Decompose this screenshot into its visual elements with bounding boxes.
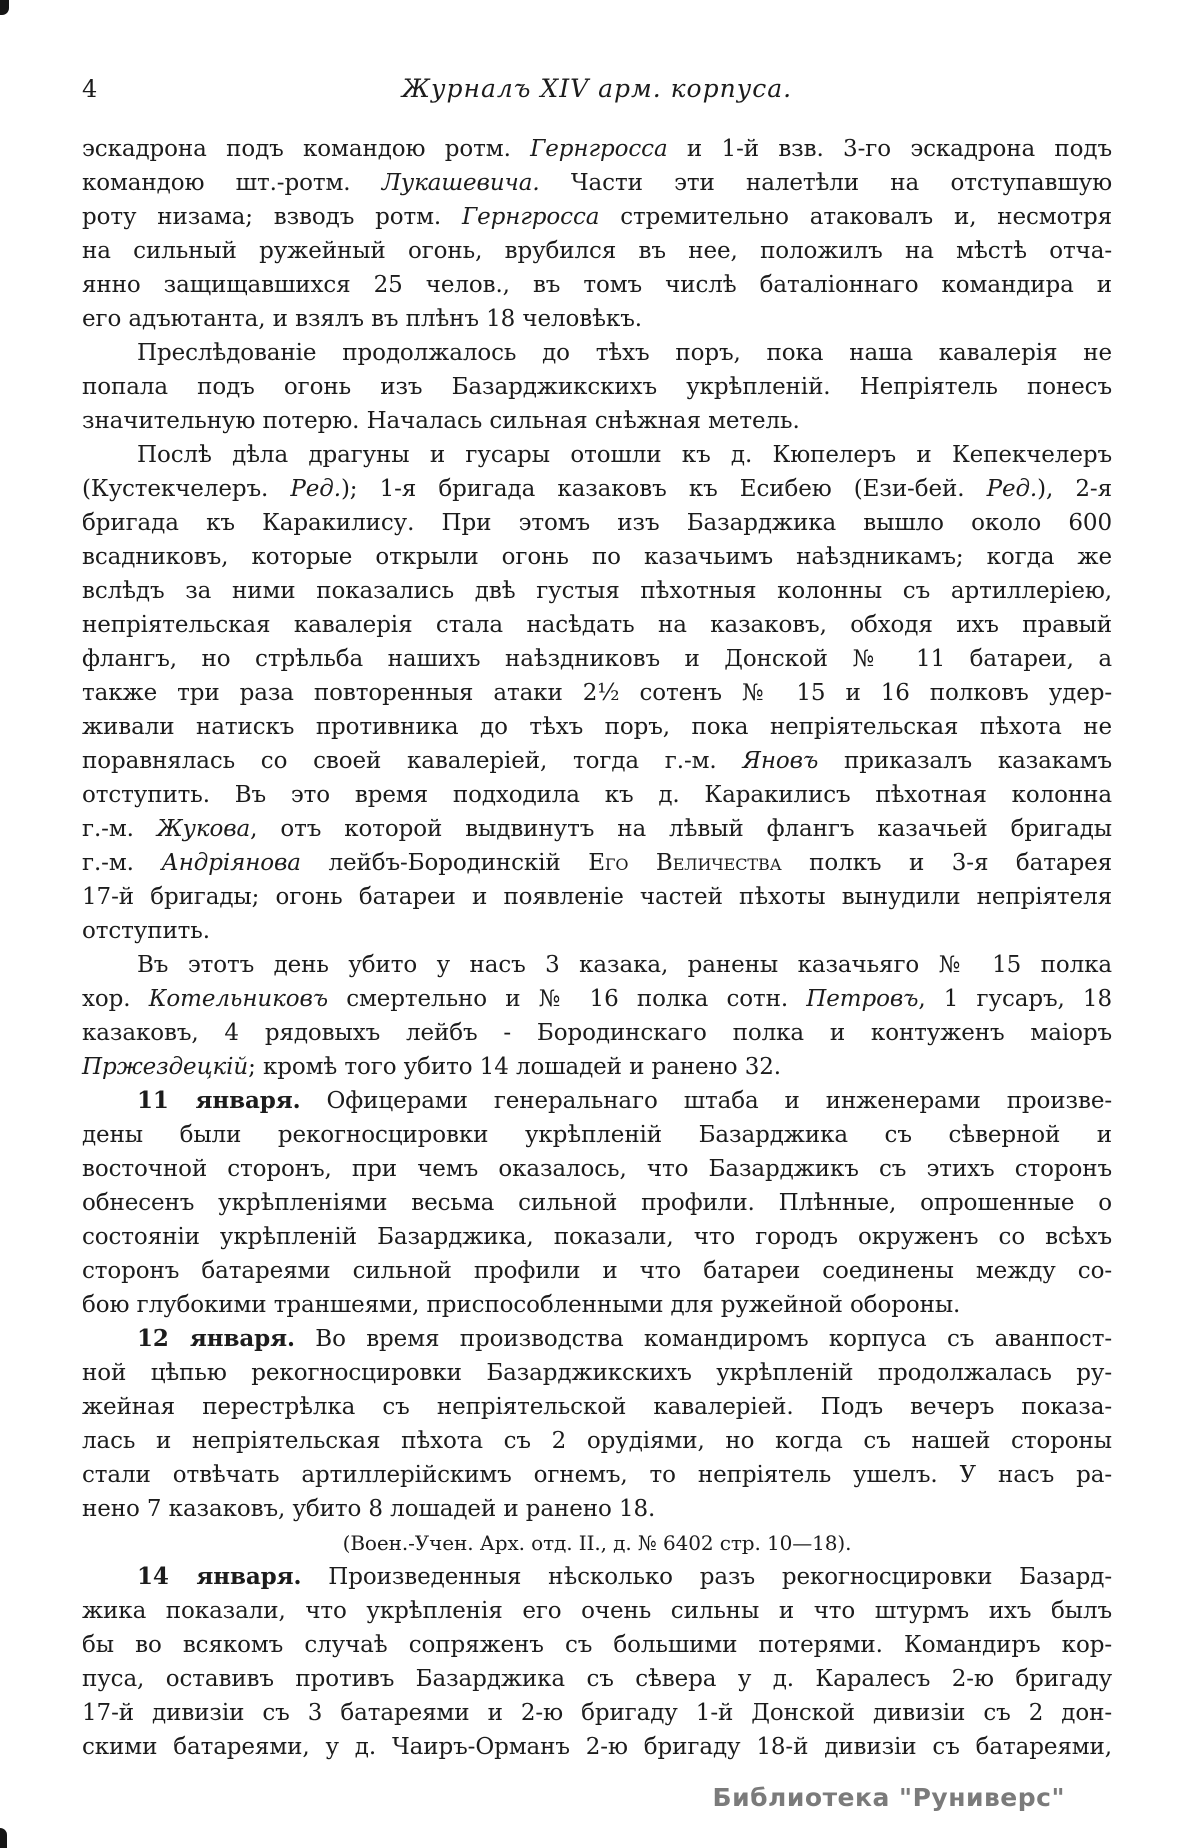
text-line bbox=[82, 948, 1112, 982]
text-segment: стали отвѣчать артиллерійскимъ огнемъ, то непріятель ушелъ. У насъ ра- bbox=[82, 1462, 1112, 1488]
text-segment: жика показали, что укрѣпленія его очень сильны и что штурмъ ихъ былъ bbox=[82, 1598, 1112, 1624]
text-segment: нено 7 казаковъ, убито 8 лошадей и ранено 18. bbox=[82, 1496, 656, 1522]
running-title: Журналъ XIV арм. корпуса. bbox=[401, 74, 793, 103]
text-line bbox=[82, 1356, 1112, 1390]
text-segment: янно защищавшихся 25 челов., въ томъ числѣ баталіоннаго командира и bbox=[82, 272, 1112, 298]
text-segment: бригада къ Каракилису. При этомъ изъ Базарджика вышло около 600 bbox=[82, 510, 1112, 536]
text-segment: ; кромѣ того убито 14 лошадей и ранено 32. bbox=[248, 1054, 782, 1080]
text-line bbox=[82, 1084, 1112, 1118]
text-segment: значительную потерю. Началась сильная снѣжная метель. bbox=[82, 408, 800, 434]
text-segment: смертельно и № 16 полка сотн. bbox=[327, 986, 807, 1012]
text-line bbox=[82, 574, 1112, 608]
text-line bbox=[82, 302, 1112, 336]
text-segment: ), 2-я bbox=[1037, 476, 1112, 502]
text-segment: на сильный ружейный огонь, врубился въ нее, положилъ на мѣстѣ отча- bbox=[82, 238, 1112, 264]
text-line bbox=[82, 200, 1112, 234]
text-line bbox=[82, 1050, 1112, 1084]
text-segment: Яновъ bbox=[742, 748, 819, 774]
text-segment: жейная перестрѣлка съ непріятельской кавалеріей. Подъ вечеръ показа- bbox=[82, 1394, 1112, 1420]
text-segment: Гернгросса bbox=[530, 136, 668, 162]
text-segment: Части эти налетѣли на отступавшую bbox=[539, 170, 1112, 196]
text-line bbox=[82, 812, 1112, 846]
text-line bbox=[82, 1220, 1112, 1254]
text-line bbox=[82, 1016, 1112, 1050]
text-segment: Андріянова bbox=[161, 850, 301, 876]
text-segment: Котельниковъ bbox=[148, 986, 328, 1012]
text-segment: вслѣдъ за ними показались двѣ густыя пѣхотныя колонны съ артиллеріею, bbox=[82, 578, 1112, 604]
text-segment: лась и непріятельская пѣхота съ 2 орудіями, но когда съ нашей стороны bbox=[82, 1428, 1112, 1454]
text-line bbox=[82, 404, 1112, 438]
text-line bbox=[82, 1628, 1112, 1662]
text-line bbox=[82, 1254, 1112, 1288]
text-line bbox=[82, 1288, 1112, 1322]
text-line bbox=[82, 608, 1112, 642]
text-segment: (Воен.-Учен. Арх. отд. II., д. № 6402 стр. 10—18). bbox=[342, 1531, 852, 1555]
text-segment: попала подъ огонь изъ Базарджикскихъ укрѣпленій. Непріятель понесъ bbox=[82, 374, 1112, 400]
text-segment: Пржездецкій bbox=[82, 1054, 249, 1080]
text-segment: ); 1-я бригада казаковъ къ Есибею (Ези-бей. bbox=[340, 476, 987, 502]
text-segment: хор. bbox=[82, 986, 149, 1012]
text-line bbox=[82, 438, 1112, 472]
paragraph bbox=[82, 1084, 1112, 1322]
text-line bbox=[82, 1730, 1112, 1764]
text-segment: сторонъ батареями сильной профили и что батареи соединены между со- bbox=[82, 1258, 1112, 1284]
text-line bbox=[82, 268, 1112, 302]
text-segment: отступить. Въ это время подходила къ д. Каракилисъ пѣхотная колонна bbox=[82, 782, 1112, 808]
text-line bbox=[82, 166, 1112, 200]
text-segment: стремительно атаковалъ и, несмотря bbox=[599, 204, 1112, 230]
text-line bbox=[82, 1152, 1112, 1186]
paragraph bbox=[82, 336, 1112, 438]
paragraph bbox=[82, 1322, 1112, 1526]
text-segment: приказалъ казакамъ bbox=[818, 748, 1112, 774]
text-segment: состояніи укрѣпленій Базарджика, показали, что городъ окруженъ со всѣхъ bbox=[82, 1224, 1112, 1250]
text-segment: Жукова bbox=[156, 816, 251, 842]
text-line bbox=[82, 336, 1112, 370]
text-segment: бы во всякомъ случаѣ сопряженъ съ большими потерями. Командиръ кор- bbox=[82, 1632, 1112, 1658]
text-segment: лейбъ-Бородинскій bbox=[300, 850, 589, 876]
text-line bbox=[82, 880, 1112, 914]
text-segment: 14 января. bbox=[137, 1563, 302, 1590]
text-segment: также три раза повторенныя атаки 2½ сотенъ № 15 и 16 полковъ удер- bbox=[82, 680, 1112, 706]
text-line bbox=[82, 540, 1112, 574]
page-header bbox=[82, 72, 1112, 106]
text-line bbox=[82, 914, 1112, 948]
text-segment: 12 января. bbox=[137, 1325, 295, 1352]
text-line bbox=[82, 676, 1112, 710]
text-line bbox=[82, 982, 1112, 1016]
paragraph bbox=[82, 948, 1112, 1084]
text-line bbox=[82, 846, 1112, 880]
text-segment: Лукашевича. bbox=[381, 170, 540, 196]
text-line bbox=[82, 1492, 1112, 1526]
text-segment: роту низама; взводъ ротм. bbox=[82, 204, 462, 230]
text-line bbox=[82, 1424, 1112, 1458]
text-segment: ной цѣпью рекогносцировки Базарджикскихъ укрѣпленій продолжалась ру- bbox=[82, 1360, 1112, 1386]
text-segment: его адъютанта, и взялъ въ плѣнъ 18 человѣкъ. bbox=[82, 306, 642, 332]
text-segment: Гернгросса bbox=[461, 204, 600, 230]
archive-citation bbox=[82, 1526, 1112, 1560]
text-line bbox=[82, 778, 1112, 812]
text-column bbox=[82, 132, 1112, 1764]
text-segment: (Кустекчелеръ. bbox=[82, 476, 291, 502]
text-line bbox=[82, 1458, 1112, 1492]
text-line bbox=[82, 642, 1112, 676]
text-line bbox=[82, 370, 1112, 404]
text-segment: 17-й бригады; огонь батареи и появленіе частей пѣхоты вынудили непріятеля bbox=[82, 884, 1112, 910]
text-segment: непріятельская кавалерія стала насѣдать на казаковъ, обходя ихъ правый bbox=[82, 612, 1112, 638]
text-line bbox=[82, 1594, 1112, 1628]
text-segment: Въ этотъ день убито у насъ 3 казака, ранены казачьяго № 15 полка bbox=[137, 952, 1112, 978]
text-segment: , 1 гусаръ, 18 bbox=[918, 986, 1112, 1012]
text-line bbox=[82, 1526, 1112, 1560]
paragraph bbox=[82, 438, 1112, 948]
text-segment: бою глубокими траншеями, приспособленными для ружейной обороны. bbox=[82, 1292, 961, 1318]
text-segment: г.-м. bbox=[82, 850, 162, 876]
text-segment: пуса, оставивъ противъ Базарджика съ сѣвера у д. Каралесъ 2-ю бригаду bbox=[82, 1666, 1112, 1692]
text-line bbox=[82, 1662, 1112, 1696]
text-segment: командою шт.-ротм. bbox=[82, 170, 382, 196]
text-segment: Послѣ дѣла драгуны и гусары отошли къ д. Кюпелеръ и Кепекчелеръ bbox=[137, 442, 1112, 468]
text-segment: Офицерами генеральнаго штаба и инженерами произве- bbox=[300, 1088, 1112, 1114]
text-segment: полкъ и 3-я батарея bbox=[781, 850, 1113, 876]
text-line bbox=[82, 1560, 1112, 1594]
text-segment: Преслѣдованіе продолжалось до тѣхъ поръ, пока наша кавалерія не bbox=[137, 340, 1112, 366]
text-line bbox=[82, 1118, 1112, 1152]
text-segment: Ред. bbox=[986, 476, 1038, 502]
text-segment: , отъ которой выдвинутъ на лѣвый флангъ казачьей бригады bbox=[250, 816, 1113, 842]
text-segment: дены были рекогносцировки укрѣпленій Базарджика съ сѣверной и bbox=[82, 1122, 1112, 1148]
text-line bbox=[82, 132, 1112, 166]
text-segment: Его Величества bbox=[588, 850, 782, 876]
text-line bbox=[82, 506, 1112, 540]
scan-artifact-bottom-left bbox=[0, 1828, 7, 1848]
text-line bbox=[82, 710, 1112, 744]
text-segment: живали натискъ противника до тѣхъ поръ, пока непріятельская пѣхота не bbox=[82, 714, 1112, 740]
text-segment: 17-й дивизіи съ 3 батареями и 2-ю бригаду 1-й Донской дивизіи съ 2 дон- bbox=[82, 1700, 1112, 1726]
text-segment: эскадрона подъ командою ротм. bbox=[82, 136, 531, 162]
text-segment: Ред. bbox=[290, 476, 341, 502]
text-segment: Петровъ bbox=[806, 986, 919, 1012]
text-line bbox=[82, 1696, 1112, 1730]
paragraph bbox=[82, 132, 1112, 336]
page-number: 4 bbox=[82, 75, 98, 103]
library-watermark: Библиотека "Руниверс" bbox=[712, 1783, 1065, 1812]
text-segment: Во время производства командиромъ корпуса съ аванпост- bbox=[294, 1326, 1112, 1352]
text-segment: отступить. bbox=[82, 918, 210, 944]
text-segment: обнесенъ укрѣпленіями весьма сильной профили. Плѣнные, опрошенные о bbox=[82, 1190, 1112, 1216]
text-segment: Произведенныя нѣсколько разъ рекогносцировки Базард- bbox=[301, 1564, 1113, 1590]
text-segment: флангъ, но стрѣльба нашихъ наѣздниковъ и Донской № 11 батареи, а bbox=[82, 646, 1112, 672]
text-line bbox=[82, 1390, 1112, 1424]
text-segment: всадниковъ, которые открыли огонь по казачьимъ наѣздникамъ; когда же bbox=[82, 544, 1112, 570]
text-line bbox=[82, 472, 1112, 506]
paragraph bbox=[82, 1560, 1112, 1764]
text-segment: казаковъ, 4 рядовыхъ лейбъ - Бородинскаго полка и контуженъ маіоръ bbox=[82, 1020, 1112, 1046]
scan-artifact-top-left bbox=[0, 0, 9, 15]
text-line bbox=[82, 744, 1112, 778]
text-line bbox=[82, 1186, 1112, 1220]
text-segment: 11 января. bbox=[137, 1087, 301, 1114]
text-segment: восточной сторонъ, при чемъ оказалось, что Базарджикъ съ этихъ сторонъ bbox=[82, 1156, 1112, 1182]
text-line bbox=[82, 1322, 1112, 1356]
text-line bbox=[82, 234, 1112, 268]
text-segment: поравнялась со своей кавалеріей, тогда г.-м. bbox=[82, 748, 743, 774]
text-segment: и 1-й взв. 3-го эскадрона подъ bbox=[667, 136, 1113, 162]
text-segment: скими батареями, у д. Чаиръ-Орманъ 2-ю бригаду 18-й дивизіи съ батареями, bbox=[82, 1734, 1112, 1760]
text-segment: г.-м. bbox=[82, 816, 157, 842]
